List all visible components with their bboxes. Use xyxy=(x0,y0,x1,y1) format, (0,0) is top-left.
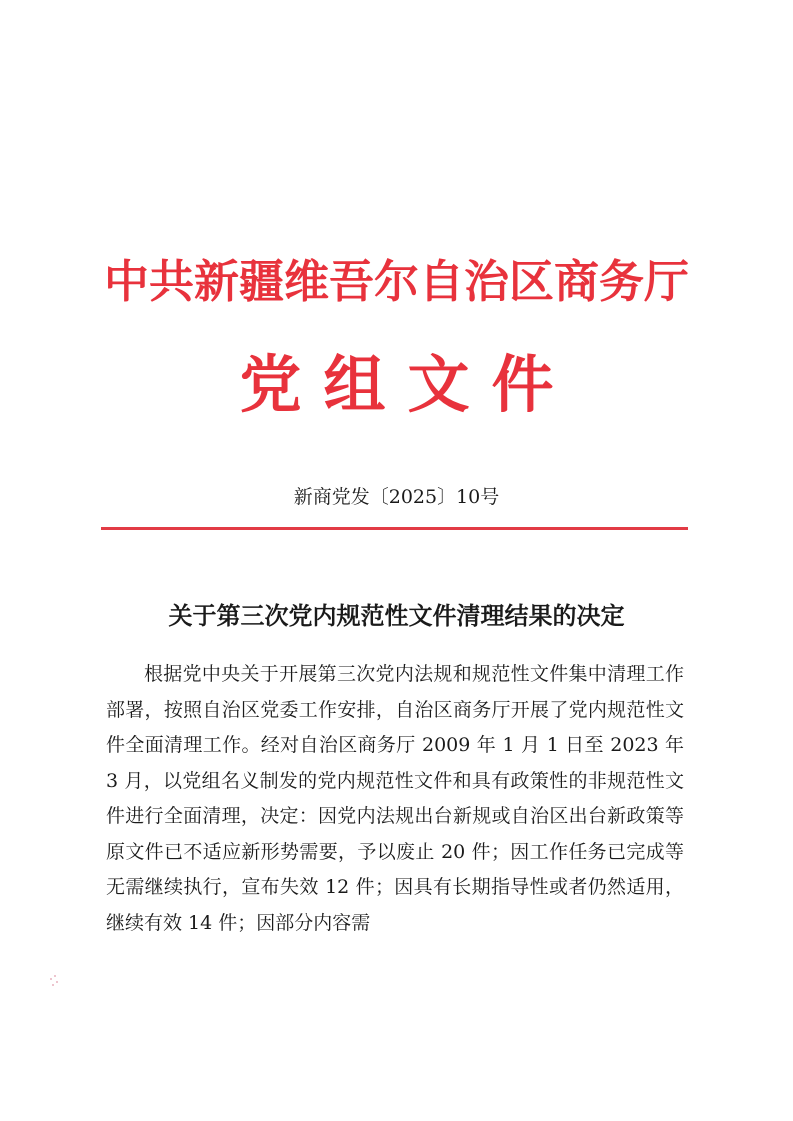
scan-speck xyxy=(50,975,60,987)
body-paragraph: 根据党中央关于开展第三次党内法规和规范性文件集中清理工作部署，按照自治区党委工作安排，自治区商务厅开展了党内规范性文件全面清理工作。经对自治区商务厅 2009 年 1 月 1 日至 2023 年 3 月，以党组名义制发的党内规范性文件和具有政策性的非规范性文件进行全面清理，决定：因党内法规出台新规或自治区出台新政策等原文件已不适应新形势需要，予以废止 20 件；因工作任务已完成等无需继续执行，宣布失效 12 件；因具有长期指导性或者仍然适用，继续有效 14 件；因部分内容需 xyxy=(106,663,684,934)
document-type-heading: 党组文件 xyxy=(239,348,576,421)
document-number: 新商党发〔2025〕10号 xyxy=(293,486,500,508)
red-separator-line xyxy=(101,527,688,530)
issuing-organization: 中共新疆维吾尔自治区商务厅 xyxy=(103,255,689,308)
document-title: 关于第三次党内规范性文件清理结果的决定 xyxy=(168,601,625,630)
